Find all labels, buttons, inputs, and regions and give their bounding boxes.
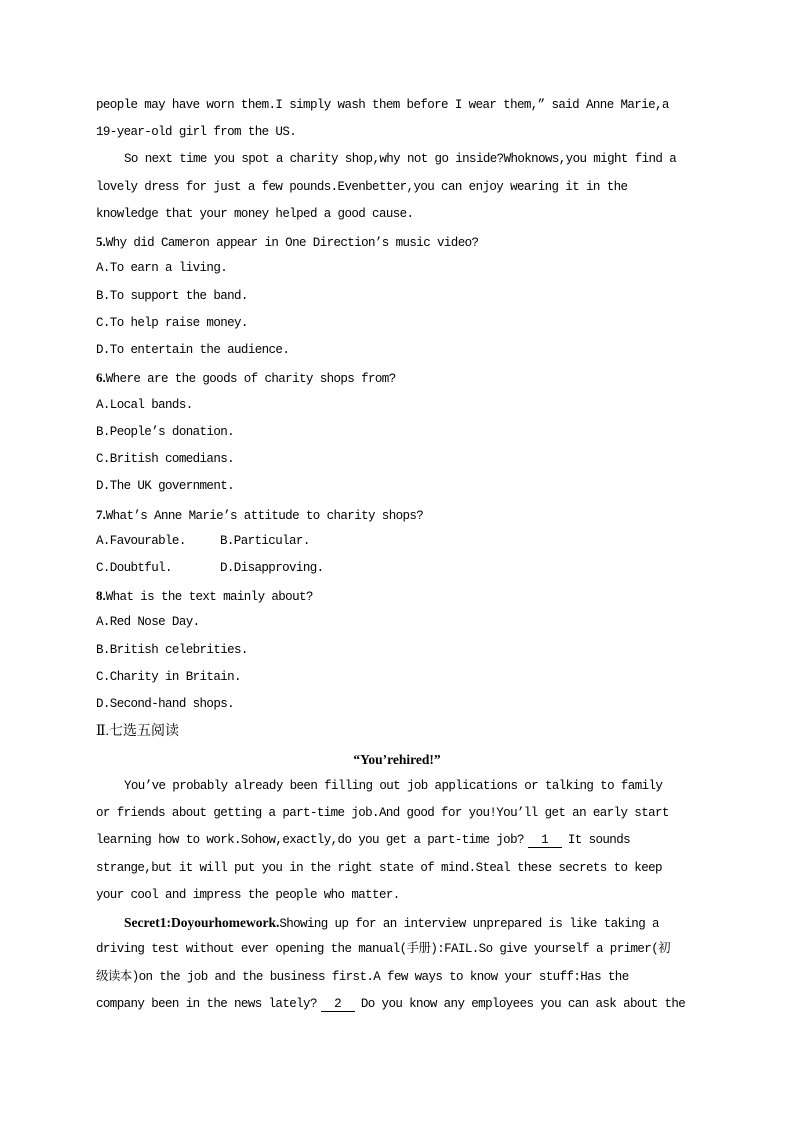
question-stem: What is the text mainly about? <box>105 590 313 605</box>
option-c: C.Doubtful. <box>96 560 172 575</box>
option-d: D.Second-hand shops. <box>96 697 235 712</box>
option-c: C.Charity in Britain. <box>96 669 241 684</box>
passage-line: or friends about getting a part-time job.And good for you!You’ll get an early start <box>96 806 669 821</box>
passage-title: “You’rehired!” <box>353 751 441 767</box>
question-6 <box>96 364 716 391</box>
passage-line <box>96 909 716 936</box>
option-d: D.The UK government. <box>96 479 235 494</box>
answer-blank-1: 1 <box>528 833 562 848</box>
passage-line: driving test without ever opening the manual(手册):FAIL.So give yourself a primer(初 <box>96 942 670 957</box>
passage-line <box>96 991 716 1018</box>
question-stem: Why did Cameron appear in One Direction’s music video? <box>105 236 479 251</box>
line-text: learning how to work.Sohow,exactly,do you get a part-time job? <box>96 833 524 848</box>
option-d: D.Disapproving. <box>220 560 324 575</box>
question-number: 6. <box>96 370 106 386</box>
option-row <box>96 555 716 582</box>
question-8 <box>96 582 716 609</box>
question-number: 8. <box>96 588 106 604</box>
question-5 <box>96 228 716 255</box>
option-b: B.Particular. <box>220 533 310 548</box>
passage-line: 级读本)on the job and the business first.A few ways to know your stuff:Has the <box>96 969 629 984</box>
line-text: Showing up for an interview unprepared is like taking a <box>279 917 659 932</box>
passage-line: strange,but it will put you in the right state of mind.Steal these secrets to keep <box>96 860 662 875</box>
line-text: company been in the news lately? <box>96 996 317 1011</box>
passage-line: So next time you spot a charity shop,why not go inside?Whoknows,you might find a <box>124 152 677 167</box>
option-b: B.People’s donation. <box>96 424 235 439</box>
option-a: A.Favourable. <box>96 533 186 548</box>
line-text: Do you know any employees you can ask about the <box>360 996 686 1011</box>
passage-line <box>96 827 716 854</box>
passage-line: knowledge that your money helped a good cause. <box>96 206 414 221</box>
question-7 <box>96 501 716 528</box>
passage-line: lovely dress for just a few pounds.Evenbetter,you can enjoy wearing it in the <box>96 179 628 194</box>
page-content <box>96 92 716 1018</box>
option-row <box>96 528 716 555</box>
passage-line: people may have worn them.I simply wash them before I wear them,” said Anne Marie,a <box>96 98 669 112</box>
option-c: C.British comedians. <box>96 452 235 467</box>
passage-line: You’ve probably already been filling out job applications or talking to family <box>124 778 663 793</box>
passage-line: 19-year-old girl from the US. <box>96 125 297 140</box>
option-d: D.To entertain the audience. <box>96 343 290 358</box>
option-a: A.To earn a living. <box>96 261 228 276</box>
line-text: It sounds <box>567 833 631 848</box>
option-a: A.Local bands. <box>96 397 193 412</box>
option-b: B.British celebrities. <box>96 642 248 657</box>
question-stem: Where are the goods of charity shops from? <box>105 372 396 387</box>
section-heading: Ⅱ.七选五阅读 <box>96 724 180 740</box>
question-number: 7. <box>96 506 106 522</box>
question-number: 5. <box>96 234 106 250</box>
option-c: C.To help raise money. <box>96 315 248 330</box>
answer-blank-2: 2 <box>321 997 355 1012</box>
option-a: A.Red Nose Day. <box>96 615 200 630</box>
option-b: B.To support the band. <box>96 288 248 303</box>
passage-line: your cool and impress the people who matter. <box>96 887 400 902</box>
secret-label: Secret1:Doyourhomework. <box>124 915 280 931</box>
question-stem: What’s Anne Marie’s attitude to charity shops? <box>105 508 424 523</box>
